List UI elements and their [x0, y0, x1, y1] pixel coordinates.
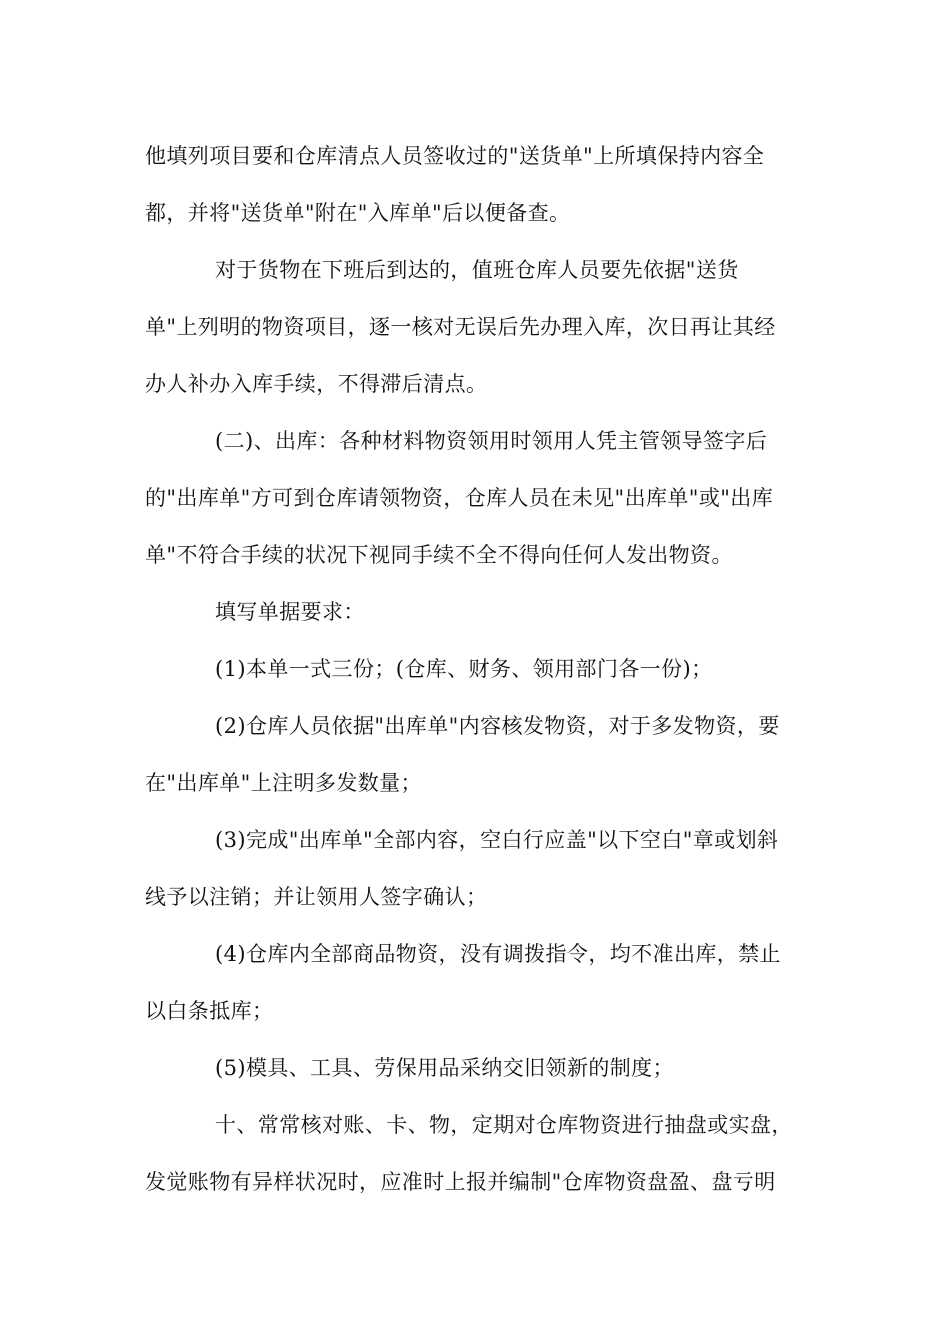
list-item-5: (5)模具、工具、劳保用品采纳交旧领新的制度； — [215, 1056, 674, 1080]
paragraph-section-ten: 十、常常核对账、卡、物，定期对仓库物资进行抽盘或实盘， 发觉账物有异样状况时，应准时上报并编制"仓库物资盘盈、盘亏明 — [145, 1113, 793, 1194]
list-item-4: (4)仓库内全部商品物资，没有调拨指令，均不准出库，禁止 以白条抵库； — [145, 942, 781, 1023]
paragraph-outbound: (二)、出库：各种材料物资领用时领用人凭主管领导签字后 的"出库单"方可到仓库请领物资，仓库人员在未见"出库单"或"出库 单"不符合手续的状况下视同手续不全不得向任何人发出物资。 — [145, 429, 774, 567]
paragraph-after-hours-delivery: 对于货物在下班后到达的，值班仓库人员要先依据"送货 单"上列明的物资项目，逐一核对无误后先办理入库，次日再让其经 办人补办入库手续，不得滞后清点。 — [145, 258, 776, 396]
list-item-3: (3)完成"出库单"全部内容，空白行应盖"以下空白"章或划斜 线予以注销；并让领用人签字确认； — [145, 828, 779, 909]
list-item-1: (1)本单一式三份；(仓库、财务、领用部门各一份)； — [215, 657, 713, 681]
list-item-2: (2)仓库人员依据"出库单"内容核发物资，对于多发物资，要 在"出库单"上注明多发数量； — [145, 714, 780, 795]
paragraph-form-requirements-heading: 填写单据要求： — [215, 600, 365, 624]
paragraph-continuation: 他填列项目要和仓库清点人员签收过的"送货单"上所填保持内容全 都，并将"送货单"附在"入库单"后以便备查。 — [145, 144, 765, 225]
document-body — [145, 128, 810, 1211]
